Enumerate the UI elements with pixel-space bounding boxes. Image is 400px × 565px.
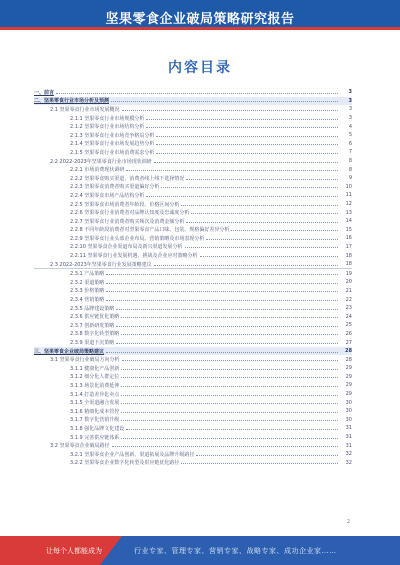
- toc-leader-dots: [121, 420, 338, 421]
- toc-entry-label: 2.2.5 坚果零食市场消费者年龄段、价格区间分析: [70, 201, 180, 208]
- toc-leader-dots: [154, 162, 338, 163]
- toc-entry[interactable]: [34, 295, 352, 304]
- toc-entry-label: 2.2.10 坚果零食企业渠道布局及新兴渠道发展分析: [70, 244, 183, 251]
- toc-leader-dots: [146, 119, 338, 120]
- toc-entry-page: 32: [345, 459, 352, 466]
- toc-leader-dots: [121, 403, 338, 404]
- toc-entry-label: 2.2.6 坚果零食行业消费者对品牌认知度及忠诚度分析: [70, 210, 190, 217]
- toc-entry[interactable]: [34, 287, 352, 296]
- toc-entry-page: 3: [348, 115, 352, 122]
- toc-entry-label: 2.1.1 坚果零食行业市场规模分析: [70, 115, 145, 122]
- footer-tagline: 行业专家、管理专家、营销专家、战略专家、成功企业家……: [134, 547, 337, 555]
- toc-entry-label: 2.3.3 价格策略: [70, 288, 105, 295]
- toc-entry-page: 30: [345, 416, 352, 423]
- toc-leader-dots: [146, 127, 338, 128]
- toc-entry[interactable]: [34, 321, 352, 330]
- toc-entry-page: 4: [348, 123, 352, 130]
- toc-leader-dots: [121, 369, 338, 370]
- toc-entry-label: 2.3 2022-2023年坚果零食行业发展策略建议: [50, 261, 152, 268]
- toc-entry-page: 24: [345, 313, 352, 320]
- toc-entry[interactable]: [34, 243, 352, 252]
- toc-entry-page: 17: [345, 243, 352, 250]
- toc-entry-page: 3: [348, 106, 352, 113]
- toc-leader-dots: [106, 291, 338, 292]
- header-stripe: [0, 27, 400, 30]
- toc-entry-page: 30: [345, 408, 352, 415]
- toc-leader-dots: [156, 144, 338, 145]
- toc-entry-page: 25: [345, 322, 352, 329]
- toc-entry-page: 30: [345, 399, 352, 406]
- toc-entry-label: 3.1 坚果零食行业破局方向分析: [50, 357, 120, 364]
- toc-leader-dots: [181, 463, 338, 464]
- toc-entry-label: 3.2.1 坚果零食企业产品创新、渠道拓展及品牌升级路径: [70, 451, 195, 458]
- toc-leader-dots: [121, 377, 338, 378]
- toc-entry[interactable]: [34, 183, 352, 192]
- toc-entry-page: 28: [345, 356, 352, 363]
- toc-entry-page: 31: [345, 425, 352, 432]
- toc-entry-label: 3.1.9 完善供应链体系: [70, 434, 120, 441]
- toc-entry[interactable]: [34, 330, 352, 339]
- toc-entry[interactable]: [34, 269, 352, 278]
- toc-entry[interactable]: [34, 424, 352, 433]
- toc-entry-label: 2.2.9 坚果零食行业头部企业布局、营销策略及市场表现分析: [70, 235, 205, 242]
- toc-entry-page: 27: [345, 339, 352, 346]
- toc-leader-dots: [126, 429, 338, 430]
- toc-entry[interactable]: [34, 208, 352, 217]
- toc-entry[interactable]: [34, 347, 352, 356]
- toc-leader-dots: [146, 196, 338, 197]
- toc-leader-dots: [56, 93, 338, 94]
- toc-entry-label: 2.2.11 坚果零食行业发展机遇、挑战及企业应对策略分析: [70, 253, 198, 260]
- toc-leader-dots: [185, 247, 339, 248]
- toc-leader-dots: [191, 213, 338, 214]
- toc-entry[interactable]: [34, 304, 352, 313]
- footer-slogan: 让每个人都能成为: [46, 547, 102, 555]
- toc-entry-page: 10: [345, 183, 352, 190]
- toc-entry-page: 26: [345, 330, 352, 337]
- toc-entry-label: 2.2.7 坚果零食行业消费者购买频次及消费金额分析: [70, 218, 185, 225]
- toc-entry-label: 2.2.3 坚果零食消费者购买渠道偏好分析: [70, 184, 160, 191]
- toc-leader-dots: [116, 326, 338, 327]
- toc-entry-label: 3.1.8 强化品牌文化建设: [70, 425, 125, 432]
- toc-leader-dots: [116, 343, 338, 344]
- toc-entry-label: 3.2.2 坚果零食企业数字化转型及供应链优化路径: [70, 460, 180, 467]
- toc-entry-page: 29: [345, 365, 352, 372]
- toc-leader-dots: [122, 360, 338, 361]
- toc-entry[interactable]: [34, 260, 352, 270]
- toc-entry[interactable]: [34, 148, 352, 157]
- toc-entry-label: 2.3.8 数字化转型策略: [70, 331, 120, 338]
- toc-entry[interactable]: [34, 373, 352, 382]
- toc-entry[interactable]: [34, 338, 352, 347]
- toc-entry-label: 2.1.2 坚果零食行业市场结构分析: [70, 124, 145, 131]
- toc-entry-page: 21: [345, 287, 352, 294]
- toc-entry-page: 28: [345, 348, 352, 355]
- toc-entry-label: 2.1.4 坚果零食行业市场发展趋势分析: [70, 141, 155, 148]
- toc-entry[interactable]: [34, 416, 352, 425]
- report-header: [0, 0, 400, 30]
- toc-entry[interactable]: [34, 200, 352, 209]
- toc-entry[interactable]: [34, 441, 352, 450]
- toc-entry[interactable]: [34, 407, 352, 416]
- toc-entry-label: 2.1.3 坚果零食行业市场竞争格局分析: [70, 132, 155, 139]
- toc-entry-label: 3.1.1 健康化产品创新: [70, 365, 120, 372]
- toc-entry-page: 31: [345, 442, 352, 449]
- toc-entry-label: 2.3.6 供应链优化策略: [70, 314, 120, 321]
- toc-entry-label: 3.2 坚果零食企业破局路径: [50, 443, 110, 450]
- toc-entry-page: 8: [348, 166, 352, 173]
- toc-entry-label: 2.3.5 品牌建设策略: [70, 305, 115, 312]
- toc-entry-label: 2.3.1 产品策略: [70, 271, 105, 278]
- toc-leader-dots: [106, 283, 338, 284]
- toc-entry-page: 7: [348, 149, 352, 156]
- toc-entry-page: 3: [348, 89, 352, 96]
- toc-entry[interactable]: [34, 355, 352, 364]
- toc-entry[interactable]: [34, 433, 352, 442]
- toc-leader-dots: [186, 222, 338, 223]
- toc-entry-page: 13: [345, 209, 352, 216]
- toc-leader-dots: [126, 170, 338, 171]
- toc-leader-dots: [121, 334, 338, 335]
- toc-leader-dots: [231, 230, 338, 231]
- toc-entry-label: 2.3.4 营销策略: [70, 297, 105, 304]
- toc-entry-page: 23: [345, 305, 352, 312]
- toc-leader-dots: [186, 179, 338, 180]
- footer-banner: [0, 536, 400, 565]
- toc-leader-dots: [121, 386, 338, 387]
- toc-entry[interactable]: [34, 122, 352, 131]
- page-number: 2: [346, 519, 350, 525]
- toc-entry-label: 3.1.6 精细化成本管控: [70, 408, 120, 415]
- toc-entry[interactable]: [34, 234, 352, 243]
- toc-entry-label: 2.2.2 坚果零食购买渠道，消费者线上线下选择情况: [70, 175, 185, 182]
- toc-entry[interactable]: [34, 226, 352, 235]
- toc-entry-page: 18: [345, 252, 352, 259]
- toc-entry-page: 11: [345, 192, 352, 199]
- toc-entry-page: 19: [345, 270, 352, 277]
- toc-entry-label: 3.1.2 细分化人群定位: [70, 374, 120, 381]
- toc-entry[interactable]: [34, 217, 352, 226]
- toc-entry-page: 16: [345, 235, 352, 242]
- table-of-contents: [34, 88, 352, 467]
- toc-entry[interactable]: [34, 157, 352, 166]
- toc-entry-page: 29: [345, 373, 352, 380]
- toc-entry-page: 3: [348, 97, 352, 104]
- toc-entry-label: 3.1.5 全渠道融合发展: [70, 400, 120, 407]
- toc-entry-label: 2.3.7 创新研发策略: [70, 322, 115, 329]
- toc-leader-dots: [156, 136, 338, 137]
- toc-entry-label: 一、前言: [34, 89, 55, 96]
- toc-entry-label: 三、坚果零食企业破局策略建议: [34, 348, 105, 355]
- toc-heading: 内容目录: [168, 60, 232, 76]
- toc-entry[interactable]: [34, 131, 352, 140]
- toc-entry-page: 22: [345, 296, 352, 303]
- toc-entry[interactable]: [34, 165, 352, 174]
- toc-entry-page: 5: [348, 132, 352, 139]
- toc-entry-label: 2.1 坚果零食行业市场发展概况: [50, 106, 120, 113]
- toc-entry-page: 20: [345, 279, 352, 286]
- report-title: 坚果零食企业破局策略研究报告: [105, 12, 295, 27]
- toc-entry-label: 3.1.3 场景化消费延伸: [70, 382, 120, 389]
- toc-entry[interactable]: [34, 174, 352, 183]
- toc-entry[interactable]: [34, 191, 352, 200]
- toc-leader-dots: [116, 309, 338, 310]
- toc-entry-page: 6: [348, 140, 352, 147]
- toc-entry-page: 18: [345, 261, 352, 268]
- toc-leader-dots: [106, 352, 338, 353]
- toc-entry-page: 29: [345, 382, 352, 389]
- toc-entry-page: 31: [345, 434, 352, 441]
- toc-leader-dots: [156, 153, 338, 154]
- toc-entry-label: 2.3.2 渠道策略: [70, 279, 105, 286]
- toc-leader-dots: [111, 101, 338, 102]
- toc-entry[interactable]: [34, 390, 352, 399]
- toc-leader-dots: [181, 205, 338, 206]
- toc-entry-label: 2.2.1 市场消费现状调研: [70, 167, 125, 174]
- toc-entry[interactable]: [34, 381, 352, 390]
- toc-entry-label: 3.1.7 数字化营销升级: [70, 417, 120, 424]
- toc-entry-label: 2.1.5 坚果零食行业市场消费需求分析: [70, 149, 155, 156]
- toc-entry[interactable]: [34, 97, 352, 106]
- toc-leader-dots: [122, 110, 338, 111]
- toc-entry[interactable]: [34, 88, 352, 97]
- toc-entry[interactable]: [34, 140, 352, 149]
- toc-entry[interactable]: [34, 312, 352, 321]
- toc-leader-dots: [121, 317, 338, 318]
- toc-leader-dots: [161, 187, 338, 188]
- toc-entry[interactable]: [34, 114, 352, 123]
- toc-leader-dots: [121, 395, 338, 396]
- toc-entry[interactable]: [34, 398, 352, 407]
- toc-entry-page: 8: [348, 158, 352, 165]
- toc-leader-dots: [106, 300, 338, 301]
- toc-leader-dots: [196, 455, 338, 456]
- toc-entry-label: 2.2.4 坚果零食市场产品结构分析: [70, 192, 145, 199]
- toc-leader-dots: [121, 438, 338, 439]
- toc-leader-dots: [206, 239, 338, 240]
- toc-entry[interactable]: [34, 364, 352, 373]
- toc-leader-dots: [121, 412, 338, 413]
- toc-entry[interactable]: [34, 450, 352, 459]
- toc-leader-dots: [154, 265, 338, 266]
- toc-leader-dots: [106, 274, 338, 275]
- toc-entry[interactable]: [34, 278, 352, 287]
- toc-entry[interactable]: [34, 459, 352, 468]
- toc-leader-dots: [200, 256, 339, 257]
- toc-entry-page: 15: [345, 226, 352, 233]
- toc-entry-label: 2.2.8 不同年龄段消费者对坚果零食产品口味、包装、规格偏好差异分析: [70, 227, 230, 234]
- toc-entry-page: 14: [345, 218, 352, 225]
- toc-entry-page: 12: [345, 201, 352, 208]
- toc-entry[interactable]: [34, 105, 352, 114]
- toc-entry-label: 3.1.4 打造差异化卖点: [70, 391, 120, 398]
- toc-entry-page: 9: [348, 175, 352, 182]
- toc-entry-label: 2.3.9 渠道下沉策略: [70, 340, 115, 347]
- toc-entry-label: 二、坚果零食行业市场分析及预测: [34, 98, 110, 105]
- toc-entry-label: 2.2 2022-2023年坚果零食行业市场现状调研: [50, 158, 152, 165]
- toc-entry-page: 29: [345, 391, 352, 398]
- toc-entry[interactable]: [34, 251, 352, 260]
- toc-entry-page: 32: [345, 451, 352, 458]
- toc-leader-dots: [112, 446, 338, 447]
